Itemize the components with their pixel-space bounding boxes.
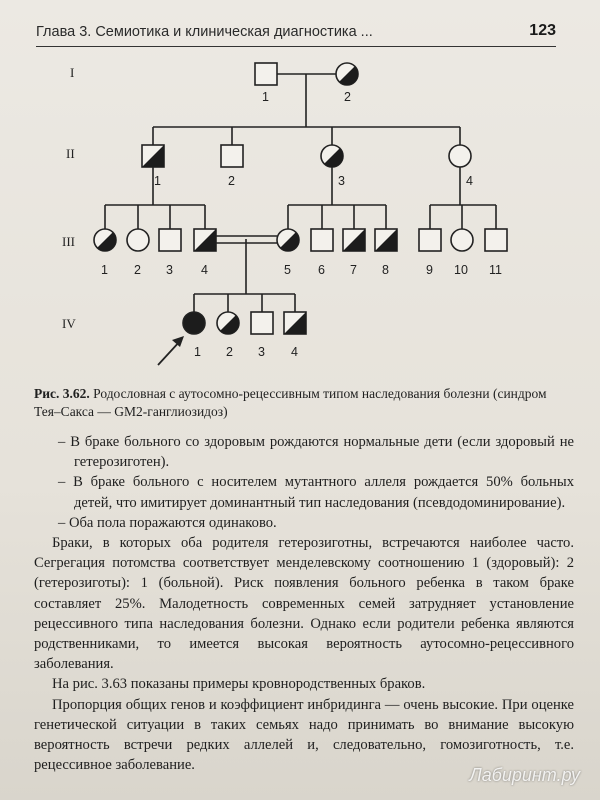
individual-IV-3-healthy-male [251, 312, 273, 334]
label-IV-1: 1 [194, 345, 201, 359]
generation-label-IV: IV [62, 316, 76, 331]
generation-label-II: II [66, 146, 75, 161]
label-III-1: 1 [101, 263, 108, 277]
individual-II-1-carrier-male [142, 145, 164, 167]
individual-III-10-healthy-female [451, 229, 473, 251]
label-II-2: 2 [228, 174, 235, 188]
individual-III-9-healthy-male [419, 229, 441, 251]
individual-III-1-carrier-female [94, 229, 116, 251]
label-III-10: 10 [454, 263, 468, 277]
label-IV-2: 2 [226, 345, 233, 359]
individual-IV-2-carrier-female [217, 312, 239, 334]
individual-III-3-healthy-male [159, 229, 181, 251]
label-I-2: 2 [344, 90, 351, 104]
individual-III-7-carrier-male [343, 229, 365, 251]
paragraph: На рис. 3.63 показаны примеры кровнородственных браков. [52, 676, 426, 693]
generation-label-I: I [70, 65, 75, 80]
label-III-2: 2 [134, 263, 141, 277]
label-IV-4: 4 [291, 345, 298, 359]
paragraph: Браки, в которых оба родителя гетерозиготны, встречаются наиболее часто. Сегрегация потомства соответствует менделевскому соотношению 1 (здоровый): 2 (гетерозиготы): 1 (больной). Риск появления больного ребенка в таком браке составляет 25%. Малодетность современных семей затрудняет установление рецессивного типа наследования болезни. Однако если родители ребенка являются родственниками, то имеется высокая вероятность аутосомно-рецессивного заболевания. [34, 535, 574, 673]
label-III-7: 7 [350, 263, 357, 277]
figure-caption-text: Родословная с аутосомно-рецессивным типом наследования болезни (синдром Тея–Сакса — GM2-ганглиозидоз) [34, 386, 547, 419]
generation-label-III: III [62, 234, 75, 249]
bullet-item: – Оба пола поражаются одинаково. [58, 514, 277, 531]
paragraph: Пропорция общих генов и коэффициент инбридинга — очень высокие. При оценке генетической ситуации в таких семьях надо принимать во внимание высокую вероятность встречи редких аллелей и, следовательно, гомозиготность, т.е. рецессивное заболевание. [34, 696, 574, 774]
proband-arrow-icon [158, 336, 184, 365]
pedigree-lines-gen-I [153, 74, 460, 145]
label-III-11: 11 [489, 263, 502, 277]
label-III-5: 5 [284, 263, 291, 277]
label-III-3: 3 [166, 263, 173, 277]
page-number: 123 [529, 22, 556, 39]
label-III-4: 4 [201, 263, 208, 277]
individual-IV-4-carrier-male [284, 312, 306, 334]
label-III-8: 8 [382, 263, 389, 277]
label-II-4: 4 [466, 174, 473, 188]
individual-I-2-carrier-female [336, 63, 358, 85]
body-text [34, 432, 574, 775]
individual-III-5-carrier-female [277, 229, 299, 251]
figure-caption [34, 385, 574, 421]
individual-III-4-carrier-male [194, 229, 216, 251]
label-IV-3: 3 [258, 345, 265, 359]
label-II-3: 3 [338, 174, 345, 188]
label-III-6: 6 [318, 263, 325, 277]
bullet-item: – В браке больного с носителем мутантного аллеля рождается 50% больных детей, что имитирует доминантный тип наследования (псевдодоминирование). [58, 474, 574, 511]
individual-III-8-carrier-male [375, 229, 397, 251]
individual-II-3-carrier-female [321, 145, 343, 167]
label-II-1: 1 [154, 174, 161, 188]
figure-label: Рис. 3.62. [34, 386, 90, 401]
label-III-9: 9 [426, 263, 433, 277]
pedigree-diagram [0, 40, 600, 380]
individual-III-11-healthy-male [485, 229, 507, 251]
individual-III-2-healthy-female [127, 229, 149, 251]
individual-II-2-healthy-male [221, 145, 243, 167]
bullet-item: – В браке больного со здоровым рождаются нормальные дети (если здоровый не гетерозиготен). [58, 434, 574, 471]
watermark-logo: Лабиринт.ру [469, 765, 580, 785]
individual-III-6-healthy-male [311, 229, 333, 251]
individual-IV-1-affected-female-proband [183, 312, 205, 334]
chapter-title: Глава 3. Семиотика и клиническая диагностика ... [36, 24, 373, 40]
label-I-1: 1 [262, 90, 269, 104]
individual-I-1-healthy-male [255, 63, 277, 85]
individual-II-4-healthy-female [449, 145, 471, 167]
